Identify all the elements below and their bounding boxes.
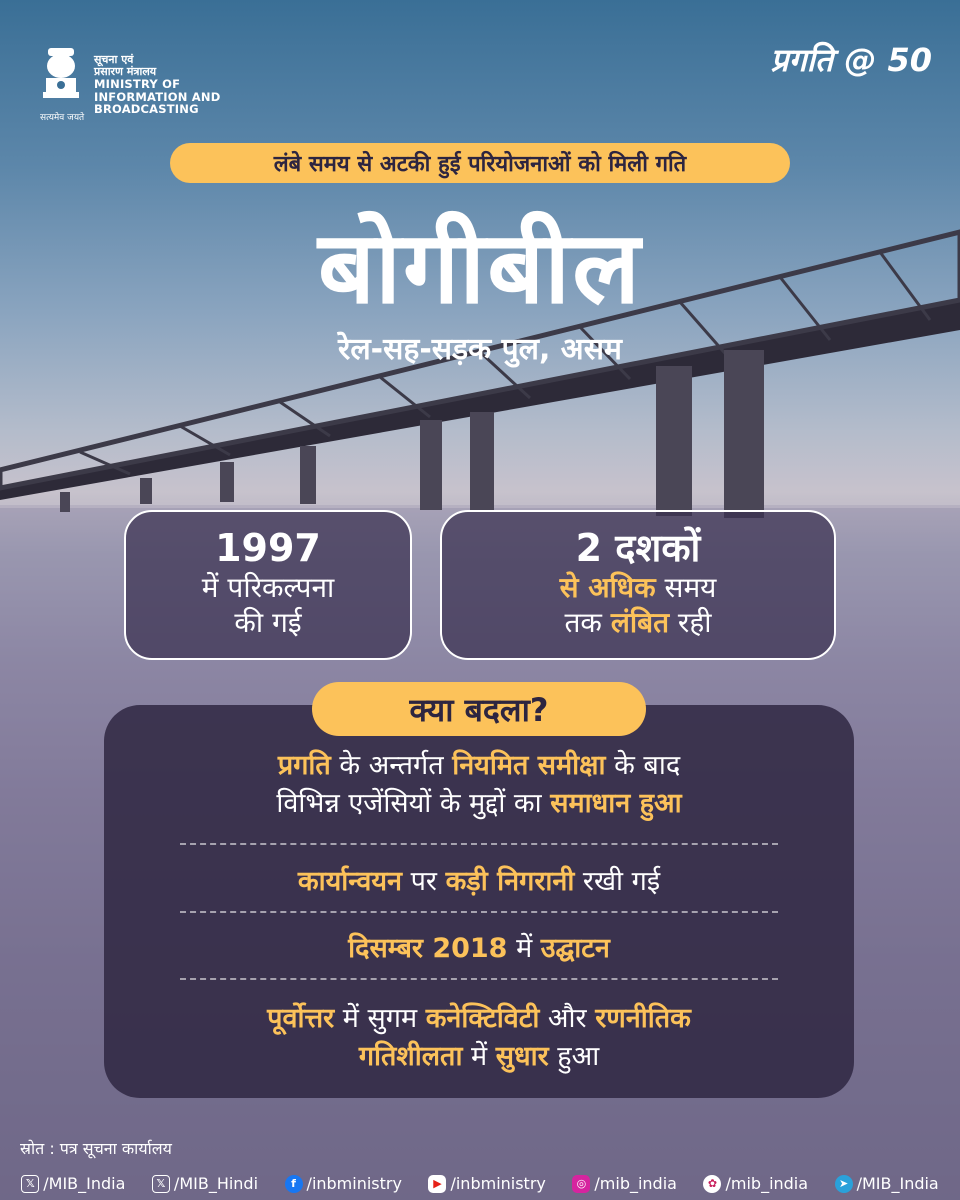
- social-handle: /mib_india: [594, 1174, 677, 1193]
- pending-highlight: लंबित: [610, 605, 670, 639]
- ministry-name-line3: BROADCASTING: [94, 102, 199, 117]
- ministry-name-line1: MINISTRY OF: [94, 77, 181, 92]
- change1-text-b: के अन्तर्गत: [330, 750, 453, 781]
- change4-hl-h: सुधार: [495, 1040, 549, 1072]
- page-subtitle: रेल-सह-सड़क पुल, असम: [338, 332, 622, 367]
- change2-hl-c: कड़ी निगरानी: [445, 866, 575, 897]
- pending-card: [440, 510, 836, 660]
- pending-line1: [442, 570, 834, 605]
- social-link-koo[interactable]: [703, 1174, 808, 1193]
- pending-duration: 2 दशकों: [575, 526, 701, 570]
- change1-hl-c: नियमित समीक्षा: [452, 750, 606, 781]
- change4-hl-c: कनेक्टिविटी: [425, 1003, 540, 1034]
- change4-hl-a: पूर्वोत्तर: [267, 1003, 335, 1034]
- section-title: क्या बदला?: [312, 682, 646, 736]
- change4-text-b: में सुगम: [334, 1003, 426, 1034]
- change4-hl-f: गतिशीलता: [358, 1040, 463, 1072]
- social-handle: /inbministry: [450, 1174, 546, 1193]
- changes-panel: [104, 705, 854, 1098]
- change-item-3: [104, 930, 854, 968]
- change-item-2: [104, 863, 854, 901]
- page-title: बोगीबील: [318, 209, 642, 326]
- tagline-pill: लंबे समय से अटकी हुई परियोजनाओं को मिली गति: [170, 143, 790, 183]
- change2-text-d: रखी गई: [574, 866, 661, 897]
- change3-text-b: में: [507, 933, 541, 964]
- social-handle: /MIB_India: [856, 1174, 939, 1193]
- change-item-1: [104, 747, 854, 823]
- kooapp-icon: ✿: [703, 1175, 721, 1193]
- pending-text-rahi: रही: [669, 605, 712, 639]
- pending-highlight-more: से अधिक: [559, 570, 656, 604]
- divider: [180, 911, 778, 913]
- x-icon: 𝕏: [21, 1175, 39, 1193]
- change1-text-d: के बाद: [605, 750, 681, 781]
- pending-line2: [442, 605, 834, 640]
- social-handle: /MIB_Hindi: [173, 1174, 259, 1193]
- social-link-youtube[interactable]: [428, 1174, 545, 1193]
- ministry-name-hindi: सूचना एवं प्रसारण मंत्रालय: [94, 53, 157, 79]
- pending-text-till: तक: [564, 605, 611, 639]
- divider: [180, 978, 778, 980]
- social-link-x-india[interactable]: [21, 1174, 125, 1193]
- telegram-icon: ➤: [835, 1175, 853, 1193]
- conceived-year: 1997: [215, 526, 321, 570]
- change4-text-g: में: [462, 1040, 496, 1072]
- change1-hl-f: समाधान हुआ: [550, 787, 682, 819]
- social-link-telegram[interactable]: [835, 1174, 939, 1193]
- change3-hl-c: उद्घाटन: [540, 933, 610, 964]
- social-handle: /MIB_India: [43, 1174, 126, 1193]
- social-link-facebook[interactable]: [285, 1174, 402, 1193]
- divider: [180, 843, 778, 845]
- emblem-motto: सत्यमेव जयते: [40, 113, 85, 123]
- x-icon: 𝕏: [152, 1175, 170, 1193]
- social-link-x-hindi[interactable]: [152, 1174, 258, 1193]
- social-handle: /inbministry: [306, 1174, 402, 1193]
- change-item-4: [104, 1000, 854, 1076]
- change2-text-b: पर: [402, 866, 446, 897]
- pending-text-time: समय: [655, 570, 717, 604]
- change1-text-e: विभिन्न एजेंसियों के मुद्दों का: [276, 787, 551, 819]
- change3-hl-a: दिसम्बर 2018: [348, 933, 508, 964]
- ministry-name-line2: INFORMATION AND: [94, 89, 221, 104]
- social-footer: [0, 1167, 960, 1200]
- source-note: स्रोत : पत्र सूचना कार्यालय: [20, 1139, 172, 1158]
- social-link-instagram[interactable]: [572, 1174, 677, 1193]
- change4-text-d: और: [539, 1003, 596, 1034]
- conceived-line2: की गई: [234, 605, 302, 639]
- conceived-card: [124, 510, 412, 660]
- pragati-badge: प्रगति @ 50: [770, 41, 932, 79]
- conceived-line1: में परिकल्पना: [201, 570, 335, 604]
- facebook-icon: f: [285, 1175, 303, 1193]
- youtube-icon: ▶: [428, 1175, 446, 1193]
- change1-hl-a: प्रगति: [277, 750, 331, 781]
- change2-hl-a: कार्यान्वयन: [297, 866, 403, 897]
- change4-text-i: हुआ: [548, 1040, 600, 1072]
- instagram-icon: ◎: [572, 1175, 590, 1193]
- change4-hl-e: रणनीतिक: [595, 1003, 691, 1034]
- social-handle: /mib_india: [725, 1174, 809, 1193]
